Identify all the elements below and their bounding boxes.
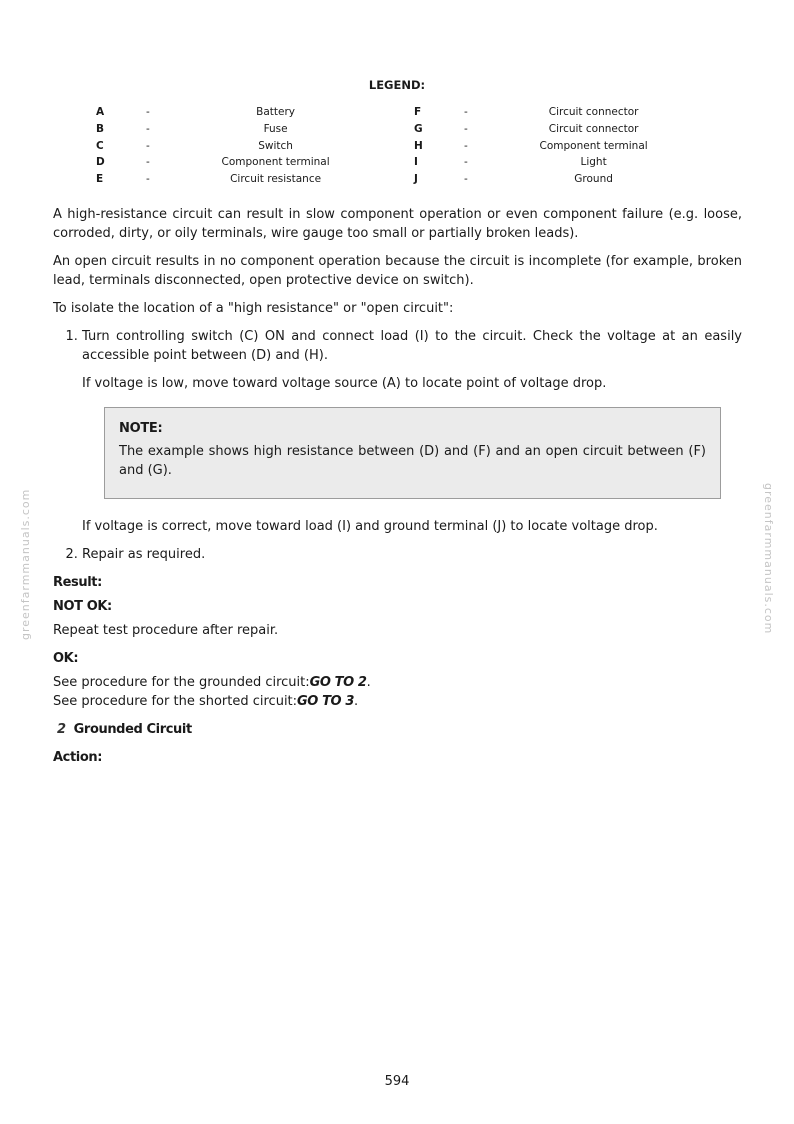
shorted-procedure-line (53, 692, 742, 711)
ok-heading: OK: (53, 651, 79, 666)
page-number: 594 (384, 1074, 410, 1089)
step-1-voltage-low: If voltage is low, move toward voltage source (A) to locate point of voltage drop. (82, 376, 607, 391)
main-content (53, 205, 742, 767)
legend-dash: - (145, 122, 150, 135)
action-heading: Action: (53, 750, 103, 765)
legend-value: Ground (574, 173, 613, 186)
legend-key: F (413, 106, 422, 118)
legend-dash: - (145, 156, 150, 169)
legend-value: Battery (256, 106, 296, 118)
not-ok-heading: NOT OK: (53, 599, 112, 614)
watermark-right: greenfarmmanuals.com (762, 483, 775, 635)
legend-row (96, 138, 698, 155)
step-1-voltage-correct: If voltage is correct, move toward load (I) and ground terminal (J) to locate voltage drop. (82, 519, 658, 534)
legend-dash: - (463, 106, 468, 118)
legend-key: I (413, 156, 418, 169)
legend-row (96, 104, 698, 121)
legend-key: C (96, 139, 104, 152)
legend-key: D (96, 156, 105, 169)
legend-dash: - (145, 139, 150, 152)
legend-key: H (413, 139, 423, 152)
goto-2-link[interactable]: GO TO 2 (309, 675, 367, 690)
grounded-period: . (366, 675, 371, 690)
step-2-text: Repair as required. (82, 547, 206, 562)
legend-dash: - (463, 156, 468, 169)
watermark-left: greenfarmmanuals.com (19, 488, 32, 640)
legend-body (96, 104, 698, 188)
legend-dash: - (145, 173, 150, 186)
legend-table (96, 104, 698, 188)
shorted-procedure-text: See procedure for the shorted circuit: (53, 694, 298, 709)
legend-dash: - (463, 139, 468, 152)
goto-3-link[interactable]: GO TO 3 (297, 694, 354, 709)
legend-key: G (413, 122, 423, 135)
section-number: 2 (57, 722, 66, 737)
legend-value: Fuse (263, 122, 288, 135)
paragraph-isolate: To isolate the location of a "high resistance" or "open circuit": (53, 301, 454, 316)
legend-row (96, 171, 698, 188)
legend-value: Circuit connector (548, 106, 639, 118)
legend-value: Component terminal (221, 156, 330, 169)
grounded-procedure-line (53, 673, 742, 692)
step-1-text: Turn controlling switch (C) ON and connect load (I) to the circuit. Check the voltage at an easily accessible point between (D) and (H). (82, 329, 742, 363)
legend-row (96, 121, 698, 138)
note-box (104, 407, 721, 499)
note-text: The example shows high resistance between (D) and (F) and an open circuit between (F) and (G). (119, 444, 706, 478)
legend-value: Circuit resistance (230, 173, 322, 186)
legend-key: B (96, 122, 105, 135)
grounded-procedure-text: See procedure for the grounded circuit: (53, 675, 310, 690)
legend-key: J (413, 173, 418, 186)
legend-value: Switch (258, 139, 293, 152)
section-heading (53, 720, 742, 739)
legend-dash: - (463, 173, 468, 186)
not-ok-text: Repeat test procedure after repair. (53, 623, 279, 638)
note-title: NOTE: (119, 421, 163, 436)
paragraph-open-circuit: An open circuit results in no component operation because the circuit is incomplete (for example, broken lead, terminals disconnected, open protective device on switch). (53, 254, 742, 288)
result-heading: Result: (53, 575, 102, 590)
steps-list (53, 327, 742, 564)
legend-key: A (96, 106, 105, 118)
legend-key: E (96, 173, 104, 186)
legend-value: Component terminal (539, 139, 648, 152)
paragraph-high-resistance: A high-resistance circuit can result in slow component operation or even component failure (e.g. loose, corroded, dirty, or oily terminals, wire gauge too small or partially broken leads). (53, 207, 742, 241)
legend-value: Circuit connector (548, 122, 639, 135)
legend-dash: - (145, 106, 150, 118)
legend-row (96, 154, 698, 171)
legend-dash: - (463, 122, 468, 135)
legend-title: LEGEND: (368, 78, 426, 92)
legend-value: Light (580, 156, 607, 169)
shorted-period: . (353, 694, 359, 709)
step-2 (82, 545, 742, 564)
section-title: Grounded Circuit (73, 722, 192, 737)
step-1 (82, 327, 742, 536)
